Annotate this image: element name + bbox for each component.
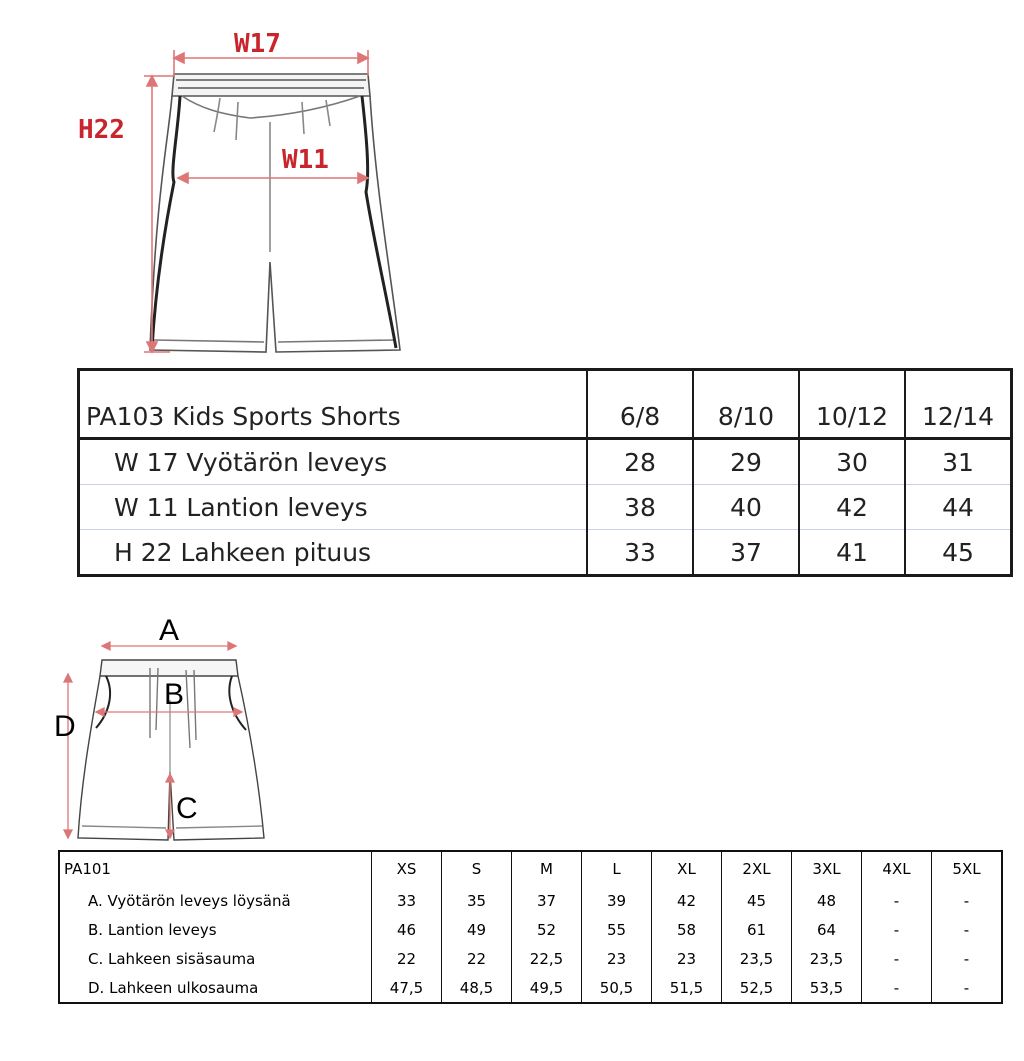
measurement-value: 22 — [372, 944, 442, 973]
adult-size-header: 5XL — [952, 860, 981, 878]
measurement-label: D. Lahkeen ulkosauma — [59, 973, 372, 1003]
measurement-value: 31 — [905, 439, 1012, 485]
adult-size-header: M — [512, 851, 582, 886]
measurement-value: 47,5 — [372, 973, 442, 1003]
measurement-value: 41 — [799, 530, 905, 576]
measurement-value: 40 — [693, 485, 799, 530]
measurement-value: - — [862, 944, 932, 973]
measurement-label: W 17 Vyötärön leveys — [79, 439, 588, 485]
adult-table-header-row — [59, 851, 1002, 886]
measure-letter-c: C — [176, 792, 198, 825]
measurement-value: 48 — [792, 886, 862, 915]
measurement-value: 45 — [722, 886, 792, 915]
table-row — [79, 485, 1012, 530]
measurement-value: 51,5 — [652, 973, 722, 1003]
table-row — [59, 944, 1002, 973]
measurement-value: 58 — [652, 915, 722, 944]
measurement-value: 48,5 — [442, 973, 512, 1003]
measurement-label: B. Lantion leveys — [59, 915, 372, 944]
adult-table-title: PA101 — [59, 851, 372, 886]
adult-size-table — [58, 850, 1003, 1004]
measurement-value: - — [963, 920, 970, 939]
kids-shorts-drawing — [150, 74, 400, 352]
adult-size-header: XL — [652, 851, 722, 886]
table-row — [59, 915, 1002, 944]
measurement-value: 50,5 — [582, 973, 652, 1003]
measurement-value: 23,5 — [792, 944, 862, 973]
measurement-value: 52,5 — [722, 973, 792, 1003]
measurement-value: 33 — [372, 886, 442, 915]
measure-letter-d: D — [54, 710, 76, 743]
measurement-value: 42 — [652, 886, 722, 915]
measurement-value: 23 — [652, 944, 722, 973]
measurement-value: 37 — [512, 886, 582, 915]
measurement-value: 45 — [942, 537, 974, 567]
adult-size-header: L — [582, 851, 652, 886]
measurement-value: 52 — [512, 915, 582, 944]
measure-letter-b: B — [164, 678, 185, 711]
measurement-value: 35 — [442, 886, 512, 915]
measurement-value: - — [963, 978, 970, 997]
measurement-value: 55 — [582, 915, 652, 944]
adult-size-header: 3XL — [792, 851, 862, 886]
kids-size-header: 6/8 — [587, 370, 693, 439]
measurement-value: 23,5 — [722, 944, 792, 973]
kids-table-header-row — [79, 370, 1012, 439]
measurement-value: 22,5 — [512, 944, 582, 973]
kids-table-title: PA103 Kids Sports Shorts — [79, 370, 588, 439]
waist-label-w17: W17 — [234, 29, 281, 59]
adult-shorts-diagram — [50, 612, 290, 852]
table-row — [79, 530, 1012, 576]
hip-label-w11: W11 — [282, 145, 329, 175]
kids-size-table — [77, 368, 1013, 577]
measurement-value: 22 — [442, 944, 512, 973]
measurement-value: 46 — [372, 915, 442, 944]
length-label-h22: H22 — [78, 115, 125, 145]
table-row — [79, 439, 1012, 485]
table-row — [59, 886, 1002, 915]
adult-size-header: 4XL — [862, 851, 932, 886]
measurement-value: - — [862, 915, 932, 944]
measurement-value: 23 — [582, 944, 652, 973]
measurement-value: 37 — [693, 530, 799, 576]
measurement-value: - — [963, 891, 970, 910]
measurement-value: 28 — [587, 439, 693, 485]
measurement-label: H 22 Lahkeen pituus — [79, 530, 588, 576]
kids-size-header: 10/12 — [799, 370, 905, 439]
measurement-value: - — [862, 973, 932, 1003]
measurement-label: A. Vyötärön leveys löysänä — [59, 886, 372, 915]
measurement-value: - — [963, 949, 970, 968]
kids-size-header: 8/10 — [693, 370, 799, 439]
measurement-label: C. Lahkeen sisäsauma — [59, 944, 372, 973]
measurement-value: 44 — [905, 485, 1012, 530]
kids-size-header: 12/14 — [905, 370, 1012, 439]
measure-letter-a: A — [159, 614, 180, 647]
measurement-value: 61 — [722, 915, 792, 944]
measurement-value: 49,5 — [512, 973, 582, 1003]
measurement-value: 42 — [799, 485, 905, 530]
measurement-label: W 11 Lantion leveys — [79, 485, 588, 530]
measurement-value: 39 — [582, 886, 652, 915]
adult-size-header: 2XL — [722, 851, 792, 886]
table-row — [59, 973, 1002, 1003]
kids-shorts-diagram — [70, 22, 420, 362]
adult-size-header: XS — [372, 851, 442, 886]
measurement-value: 49 — [442, 915, 512, 944]
measurement-value: - — [862, 886, 932, 915]
measurement-value: 33 — [587, 530, 693, 576]
measurement-value: 30 — [799, 439, 905, 485]
measurement-value: 64 — [792, 915, 862, 944]
measurement-value: 38 — [587, 485, 693, 530]
measurement-value: 53,5 — [792, 973, 862, 1003]
adult-size-header: S — [442, 851, 512, 886]
measurement-value: 29 — [693, 439, 799, 485]
